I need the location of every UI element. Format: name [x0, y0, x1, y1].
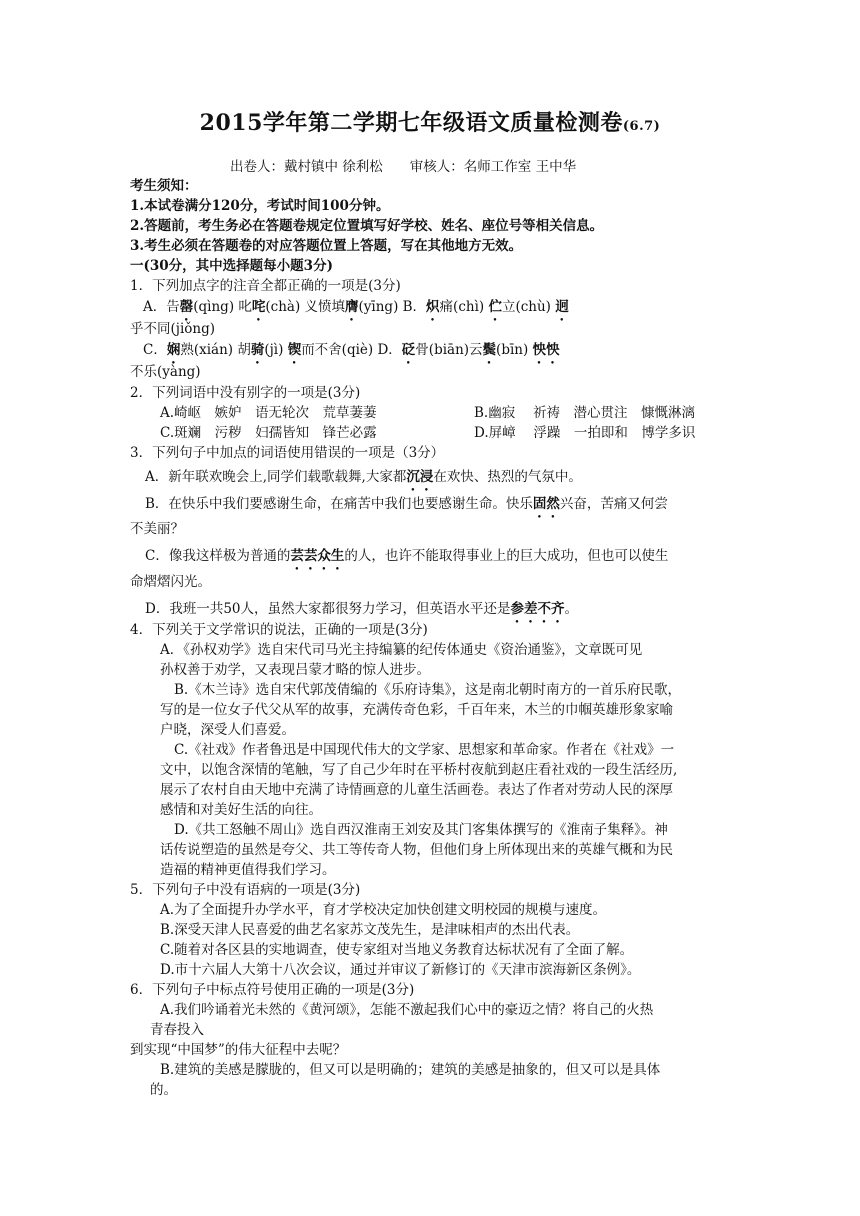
- question-stem: 2．下列词语中没有别字的一项是(3分): [130, 385, 361, 401]
- notice-item: 3.考生必须在答题卷的对应答题位置上答题，写在其他地方无效。: [130, 238, 523, 254]
- dotted-word: 参差不齐: [510, 601, 565, 617]
- dotted-word: 沉浸: [406, 469, 434, 485]
- q2-option: B.幽寂 祈祷 潜心贯注 慷慨淋漓: [474, 405, 696, 421]
- q3-continuation: 命熠熠闪光。: [130, 574, 211, 590]
- dotted-char: 砭: [401, 342, 416, 358]
- dotted-char: 迥: [555, 299, 569, 315]
- dotted-char: 鬓: [482, 342, 497, 358]
- question-stem: 5．下列句子中没有语病的一项是(3分): [130, 882, 361, 898]
- dotted-word: 芸芸众生: [290, 548, 345, 564]
- q5-option: A.为了全面提升办学水平，育才学校决定加快创建文明校园的规模与速度。: [160, 902, 607, 918]
- dotted-char: 罄: [179, 299, 194, 315]
- dotted-char: 锲: [287, 342, 302, 358]
- q4-option-line: 孙权善于劝学，又表现吕蒙才略的惊人进步。: [160, 662, 430, 678]
- dotted-char: 伫: [488, 299, 502, 315]
- q6-option-line: B.建筑的美感是朦胧的，但又可以是明确的；建筑的美感是抽象的，但又可以是具体: [160, 1062, 661, 1078]
- q4-option-line: D.《共工怒触不周山》选自西汉淮南王刘安及其门客集体撰写的《淮南子集释》。神: [174, 822, 668, 838]
- q1-continuation: 乎不同(jiǒng): [130, 321, 216, 337]
- notice-item: 2.答题前，考生务必在答题卷规定位置填写好学校、姓名、座位号等相关信息。: [130, 218, 604, 234]
- q6-option-line: 的。: [150, 1082, 177, 1098]
- q1-option-line: A．告罄(qìng) 叱咤(chà) 义愤填膺(yīng) B．炽痛(chì) 伫立(chù) 迥: [143, 299, 569, 315]
- q4-option-line: 展示了农村自由天地中充满了诗情画意的儿童生活画卷。表达了作者对劳动人民的深厚: [160, 782, 673, 798]
- notice-item: 1.本试卷满分120分，考试时间100分钟。: [130, 198, 390, 214]
- q4-option-line: B.《木兰诗》选自宋代郭茂倩编的《乐府诗集》，这是南北朝时南方的一首乐府民歌，: [174, 682, 681, 698]
- q5-option: C.随着对各区县的实地调查，使专家组对当地义务教育达标状况有了全面了解。: [160, 942, 634, 958]
- q5-option: D.市十六届人大第十八次会议，通过并审议了新修订的《天津市滨海新区条例》。: [160, 962, 641, 978]
- dotted-char: 膺: [345, 299, 359, 315]
- q2-option: A.崎岖 嫉妒 语无轮次 荒草萋萋: [160, 405, 377, 421]
- question-stem: 1．下列加点字的注音全都正确的一项是(3分): [130, 278, 401, 294]
- dotted-char: 炽: [426, 299, 440, 315]
- q1-option-line: C．娴熟(xián) 胡骑(jì) 锲而不舍(qiè) D．砭骨(biān)云鬓(bīn) 怏怏: [143, 342, 560, 358]
- notice-heading: 考生须知：: [130, 178, 198, 194]
- q1-continuation: 不乐(yàng): [130, 364, 201, 380]
- dotted-char: 怏怏: [532, 342, 560, 358]
- question-stem: 3．下列句子中加点的词语使用错误的一项是（3分）: [130, 445, 445, 461]
- q4-option-line: 造福的精神更值得我们学习。: [160, 862, 336, 878]
- q4-option-line: 话传说塑造的虽然是夸父、共工等传奇人物，但他们身上所体现出来的英雄气概和为民: [160, 842, 673, 858]
- q4-option-line: 户晓，深受人们喜爱。: [160, 722, 295, 738]
- dotted-word: 固然: [532, 496, 560, 512]
- q5-option: B.深受天津人民喜爱的曲艺名家苏文茂先生，是津味相声的杰出代表。: [160, 922, 580, 938]
- q4-option-line: 文中，以饱含深情的笔触，写了自己少年时在平桥村夜航到赵庄看社戏的一段生活经历,: [160, 762, 678, 778]
- page-title: [0, 106, 860, 137]
- title-text: 2015学年第二学期七年级语文质量检测卷: [199, 110, 623, 136]
- question-stem: 4．下列关于文学常识的说法，正确的一项是(3分): [130, 622, 428, 638]
- q3-option: D．我班一共50人，虽然大家都很努力学习，但英语水平还是参差不齐。: [145, 601, 579, 617]
- q4-option-line: C.《社戏》作者鲁迅是中国现代伟大的文学家、思想家和革命家。作者在《社戏》一: [174, 742, 675, 758]
- authors-line: 出卷人：戴村镇中 徐利松 审核人：名师工作室 王中华: [230, 159, 577, 175]
- q6-option-line: 青春投入: [150, 1022, 204, 1038]
- q4-option-line: 感情和对美好生活的向往。: [160, 802, 322, 818]
- q3-option: B．在快乐中我们要感谢生命，在痛苦中我们也要感谢生命。快乐固然兴奋，苦痛又何尝: [145, 496, 668, 512]
- q4-option-line: 写的是一位女子代父从军的故事，充满传奇色彩，千百年来，木兰的巾帼英雄形象家喻: [160, 702, 673, 718]
- q2-option: D.屏嶂 浮躁 一拍即和 博学多识: [474, 425, 696, 441]
- q2-option: C.斑斓 污秽 妇孺皆知 锋芒必露: [160, 425, 377, 441]
- q3-continuation: 不美丽？: [130, 521, 184, 537]
- q4-option-line: A．《孙权劝学》选自宋代司马光主持编纂的纪传体通史《资治通鉴》，文章既可见: [160, 642, 643, 658]
- title-date: (6.7): [622, 119, 661, 134]
- q6-option-line: 到实现“中国梦”的伟大征程中去呢？: [130, 1042, 347, 1058]
- question-stem: 6．下列句子中标点符号使用正确的一项是(3分): [130, 982, 415, 998]
- q6-option-line: A.我们吟诵着光未然的《黄河颂》，怎能不激起我们心中的豪迈之情？将自己的火热: [160, 1002, 654, 1018]
- q3-option: A．新年联欢晚会上,同学们载歌载舞,大家都沉浸在欢快、热烈的气氛中。: [145, 469, 582, 485]
- section-heading: 一(30分，其中选择题每小题3分): [130, 258, 333, 274]
- dotted-char: 咤: [251, 299, 266, 315]
- dotted-char: 骑: [250, 342, 265, 358]
- q3-option: C．像我这样极为普通的芸芸众生的人，也许不能取得事业上的巨大成功，但也可以使生: [145, 548, 669, 564]
- dotted-char: 娴: [166, 342, 181, 358]
